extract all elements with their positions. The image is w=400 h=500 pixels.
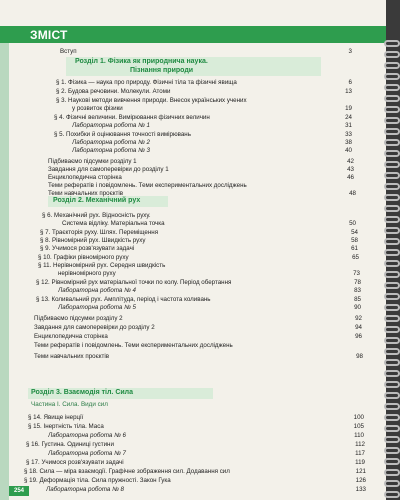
binding-ring bbox=[384, 106, 400, 113]
binding-ring bbox=[384, 315, 400, 322]
binding-ring bbox=[384, 392, 400, 399]
binding-ring bbox=[384, 51, 400, 58]
toc-page: 24 bbox=[345, 114, 352, 121]
toc-entry: § 11. Нерівномірний рух. Середня швидкість bbox=[38, 262, 166, 269]
toc-entry: Теми навчальних проєктів bbox=[48, 190, 124, 197]
toc-entry: § 15. Інертність тіла. Маса bbox=[28, 423, 104, 430]
binding-ring bbox=[384, 458, 400, 465]
toc-page: 83 bbox=[354, 287, 361, 294]
toc-page: 117 bbox=[355, 450, 365, 457]
toc-page: 6 bbox=[348, 79, 352, 86]
toc-entry: § 8. Рівномірний рух. Швидкість руху bbox=[40, 237, 146, 244]
toc-page: 94 bbox=[355, 324, 362, 331]
toc-entry: Енциклопедична сторінка bbox=[48, 174, 122, 181]
binding-ring bbox=[384, 282, 400, 289]
toc-page: 105 bbox=[353, 423, 364, 430]
toc-page: 78 bbox=[354, 279, 361, 286]
binding-ring bbox=[384, 260, 400, 267]
toc-entry: § 18. Сила — міра взаємодії. Графічне зображення сил. Додавання сил bbox=[24, 468, 230, 475]
binding-ring bbox=[384, 304, 400, 311]
toc-page: 110 bbox=[354, 432, 364, 439]
toc-entry: § 17. Учимося розв'язувати задачі bbox=[26, 459, 124, 466]
binding-ring bbox=[384, 227, 400, 234]
binding-ring bbox=[384, 326, 400, 333]
binding-ring bbox=[384, 194, 400, 201]
binding-ring bbox=[384, 480, 400, 487]
toc-page: 13 bbox=[345, 88, 352, 95]
toc-page: 43 bbox=[347, 166, 354, 173]
toc-entry: Теми рефератів і повідомлень. Теми експериментальних досліджень bbox=[48, 182, 247, 189]
toc-entry: Теми навчальних проєктів bbox=[34, 353, 110, 360]
toc-page: 19 bbox=[345, 105, 352, 112]
binding-ring bbox=[384, 348, 400, 355]
binding-ring bbox=[384, 150, 400, 157]
toc-page: 61 bbox=[351, 245, 358, 252]
binding-ring bbox=[384, 172, 400, 179]
toc-entry: § 14. Явище інерції bbox=[28, 414, 84, 421]
toc-page: 54 bbox=[351, 229, 358, 236]
toc-page: 58 bbox=[351, 237, 358, 244]
section-3-title: Розділ 3. Взаємодія тіл. Сила bbox=[31, 389, 134, 396]
binding-ring bbox=[384, 161, 400, 168]
toc-page: 40 bbox=[345, 147, 352, 154]
binding-ring bbox=[384, 337, 400, 344]
binding-ring bbox=[384, 249, 400, 256]
toc-page-intro: 3 bbox=[348, 48, 352, 55]
toc-page: 100 bbox=[353, 414, 364, 421]
binding-ring bbox=[384, 216, 400, 223]
toc-page: 126 bbox=[355, 477, 366, 484]
toc-page: 112 bbox=[355, 441, 365, 448]
binding-ring bbox=[384, 128, 400, 135]
binding-ring bbox=[384, 62, 400, 69]
binding-ring bbox=[384, 271, 400, 278]
section-2-title: Розділ 2. Механічний рух bbox=[53, 197, 141, 204]
toc-page: 33 bbox=[345, 131, 352, 138]
toc-page: 96 bbox=[355, 333, 362, 340]
toc-entry: Завдання для самоперевірки до розділу 1 bbox=[48, 166, 169, 173]
binding-ring bbox=[384, 403, 400, 410]
toc-entry: § 10. Графіки рівномірного руху bbox=[38, 254, 129, 261]
toc-entry-intro: Вступ bbox=[60, 48, 77, 55]
toc-entry: Підбиваємо підсумки розділу 2 bbox=[34, 315, 123, 322]
binding-ring bbox=[384, 95, 400, 102]
binding-ring bbox=[384, 381, 400, 388]
toc-entry-lab: Лабораторна робота № 4 bbox=[58, 287, 136, 294]
toc-page: 98 bbox=[356, 353, 363, 360]
toc-entry: § 3. Наукові методи вивчення природи. Внесок українських учених bbox=[56, 97, 247, 104]
binding-ring bbox=[384, 447, 400, 454]
toc-entry-lab: Лабораторна робота № 7 bbox=[48, 450, 126, 457]
toc-entry: § 1. Фізика — наука про природу. Фізичні тіла та фізичні явища bbox=[56, 79, 237, 86]
toc-entry-lab: Лабораторна робота № 8 bbox=[46, 486, 124, 493]
toc-entry: § 7. Траєкторія руху. Шлях. Переміщення bbox=[40, 229, 159, 236]
toc-page: 38 bbox=[345, 139, 352, 146]
toc-page: 46 bbox=[347, 174, 354, 181]
contents-title: ЗМІСТ bbox=[30, 28, 68, 42]
toc-page: 65 bbox=[352, 254, 359, 261]
binding-ring bbox=[384, 293, 400, 300]
toc-page: 73 bbox=[353, 270, 360, 277]
toc-entry: Енциклопедична сторінка bbox=[34, 333, 108, 340]
binding-ring bbox=[384, 84, 400, 91]
toc-entry: § 6. Механічний рух. Відносність руху. bbox=[42, 212, 151, 219]
binding-ring bbox=[384, 40, 400, 47]
toc-entry-lab: Лабораторна робота № 2 bbox=[72, 139, 150, 146]
binding-ring bbox=[384, 139, 400, 146]
toc-page: 50 bbox=[349, 220, 356, 227]
toc-entry: § 12. Рівномірний рух матеріальної точки по колу. Період обертання bbox=[36, 279, 232, 286]
section-3-subtitle: Частина І. Сила. Види сил bbox=[31, 401, 108, 408]
binding-ring bbox=[384, 205, 400, 212]
section-1-title: Розділ 1. Фізика як природнича наука. bbox=[75, 58, 208, 65]
toc-page: 42 bbox=[347, 158, 354, 165]
toc-entry: у розвиток фізики bbox=[72, 105, 123, 112]
toc-entry-lab: Лабораторна робота № 6 bbox=[48, 432, 126, 439]
binding-ring bbox=[384, 73, 400, 80]
toc-entry: § 9. Учимося розв'язувати задачі bbox=[40, 245, 135, 252]
toc-entry-lab: Лабораторна робота № 1 bbox=[72, 122, 150, 129]
toc-entry: Система відліку. Матеріальна точка bbox=[62, 220, 165, 227]
page-number: 254 bbox=[9, 486, 29, 496]
binding-ring bbox=[384, 436, 400, 443]
toc-entry: Теми рефератів і повідомлень. Теми експериментальних досліджень bbox=[34, 342, 233, 349]
binding-ring bbox=[384, 370, 400, 377]
toc-entry: § 13. Коливальний рух. Амплітуда, період і частота коливань bbox=[36, 296, 211, 303]
toc-page: 85 bbox=[354, 296, 361, 303]
toc-page: 121 bbox=[355, 468, 366, 475]
toc-entry: § 19. Деформація тіла. Сила пружності. Закон Гука bbox=[24, 477, 171, 484]
section-1-title-line2: Пізнання природи bbox=[130, 67, 194, 74]
toc-entry: Підбиваємо підсумки розділу 1 bbox=[48, 158, 137, 165]
binding-ring bbox=[384, 491, 400, 498]
left-margin-bar bbox=[0, 43, 9, 500]
binding-ring bbox=[384, 359, 400, 366]
toc-page: 133 bbox=[355, 486, 366, 493]
toc-page: 31 bbox=[345, 122, 352, 129]
binding-ring bbox=[384, 425, 400, 432]
binding-ring bbox=[384, 414, 400, 421]
toc-entry-lab: Лабораторна робота № 5 bbox=[58, 304, 136, 311]
toc-page: 90 bbox=[354, 304, 361, 311]
toc-entry-lab: Лабораторна робота № 3 bbox=[72, 147, 150, 154]
binding-ring bbox=[384, 183, 400, 190]
toc-entry: § 5. Похибки й оцінювання точності вимірювань bbox=[54, 131, 191, 138]
toc-page: 119 bbox=[355, 459, 365, 466]
toc-entry: § 2. Будова речовини. Молекули. Атоми bbox=[56, 88, 171, 95]
binding-ring bbox=[384, 117, 400, 124]
toc-entry: § 4. Фізичні величини. Вимірювання фізичних величин bbox=[54, 114, 210, 121]
binding-ring bbox=[384, 238, 400, 245]
toc-entry: § 16. Густина. Одиниці густини bbox=[26, 441, 114, 448]
toc-page: 92 bbox=[355, 315, 362, 322]
toc-entry: нерівномірного руху bbox=[58, 270, 116, 277]
toc-entry: Завдання для самоперевірки до розділу 2 bbox=[34, 324, 155, 331]
toc-page: 48 bbox=[349, 190, 356, 197]
binding-ring bbox=[384, 469, 400, 476]
